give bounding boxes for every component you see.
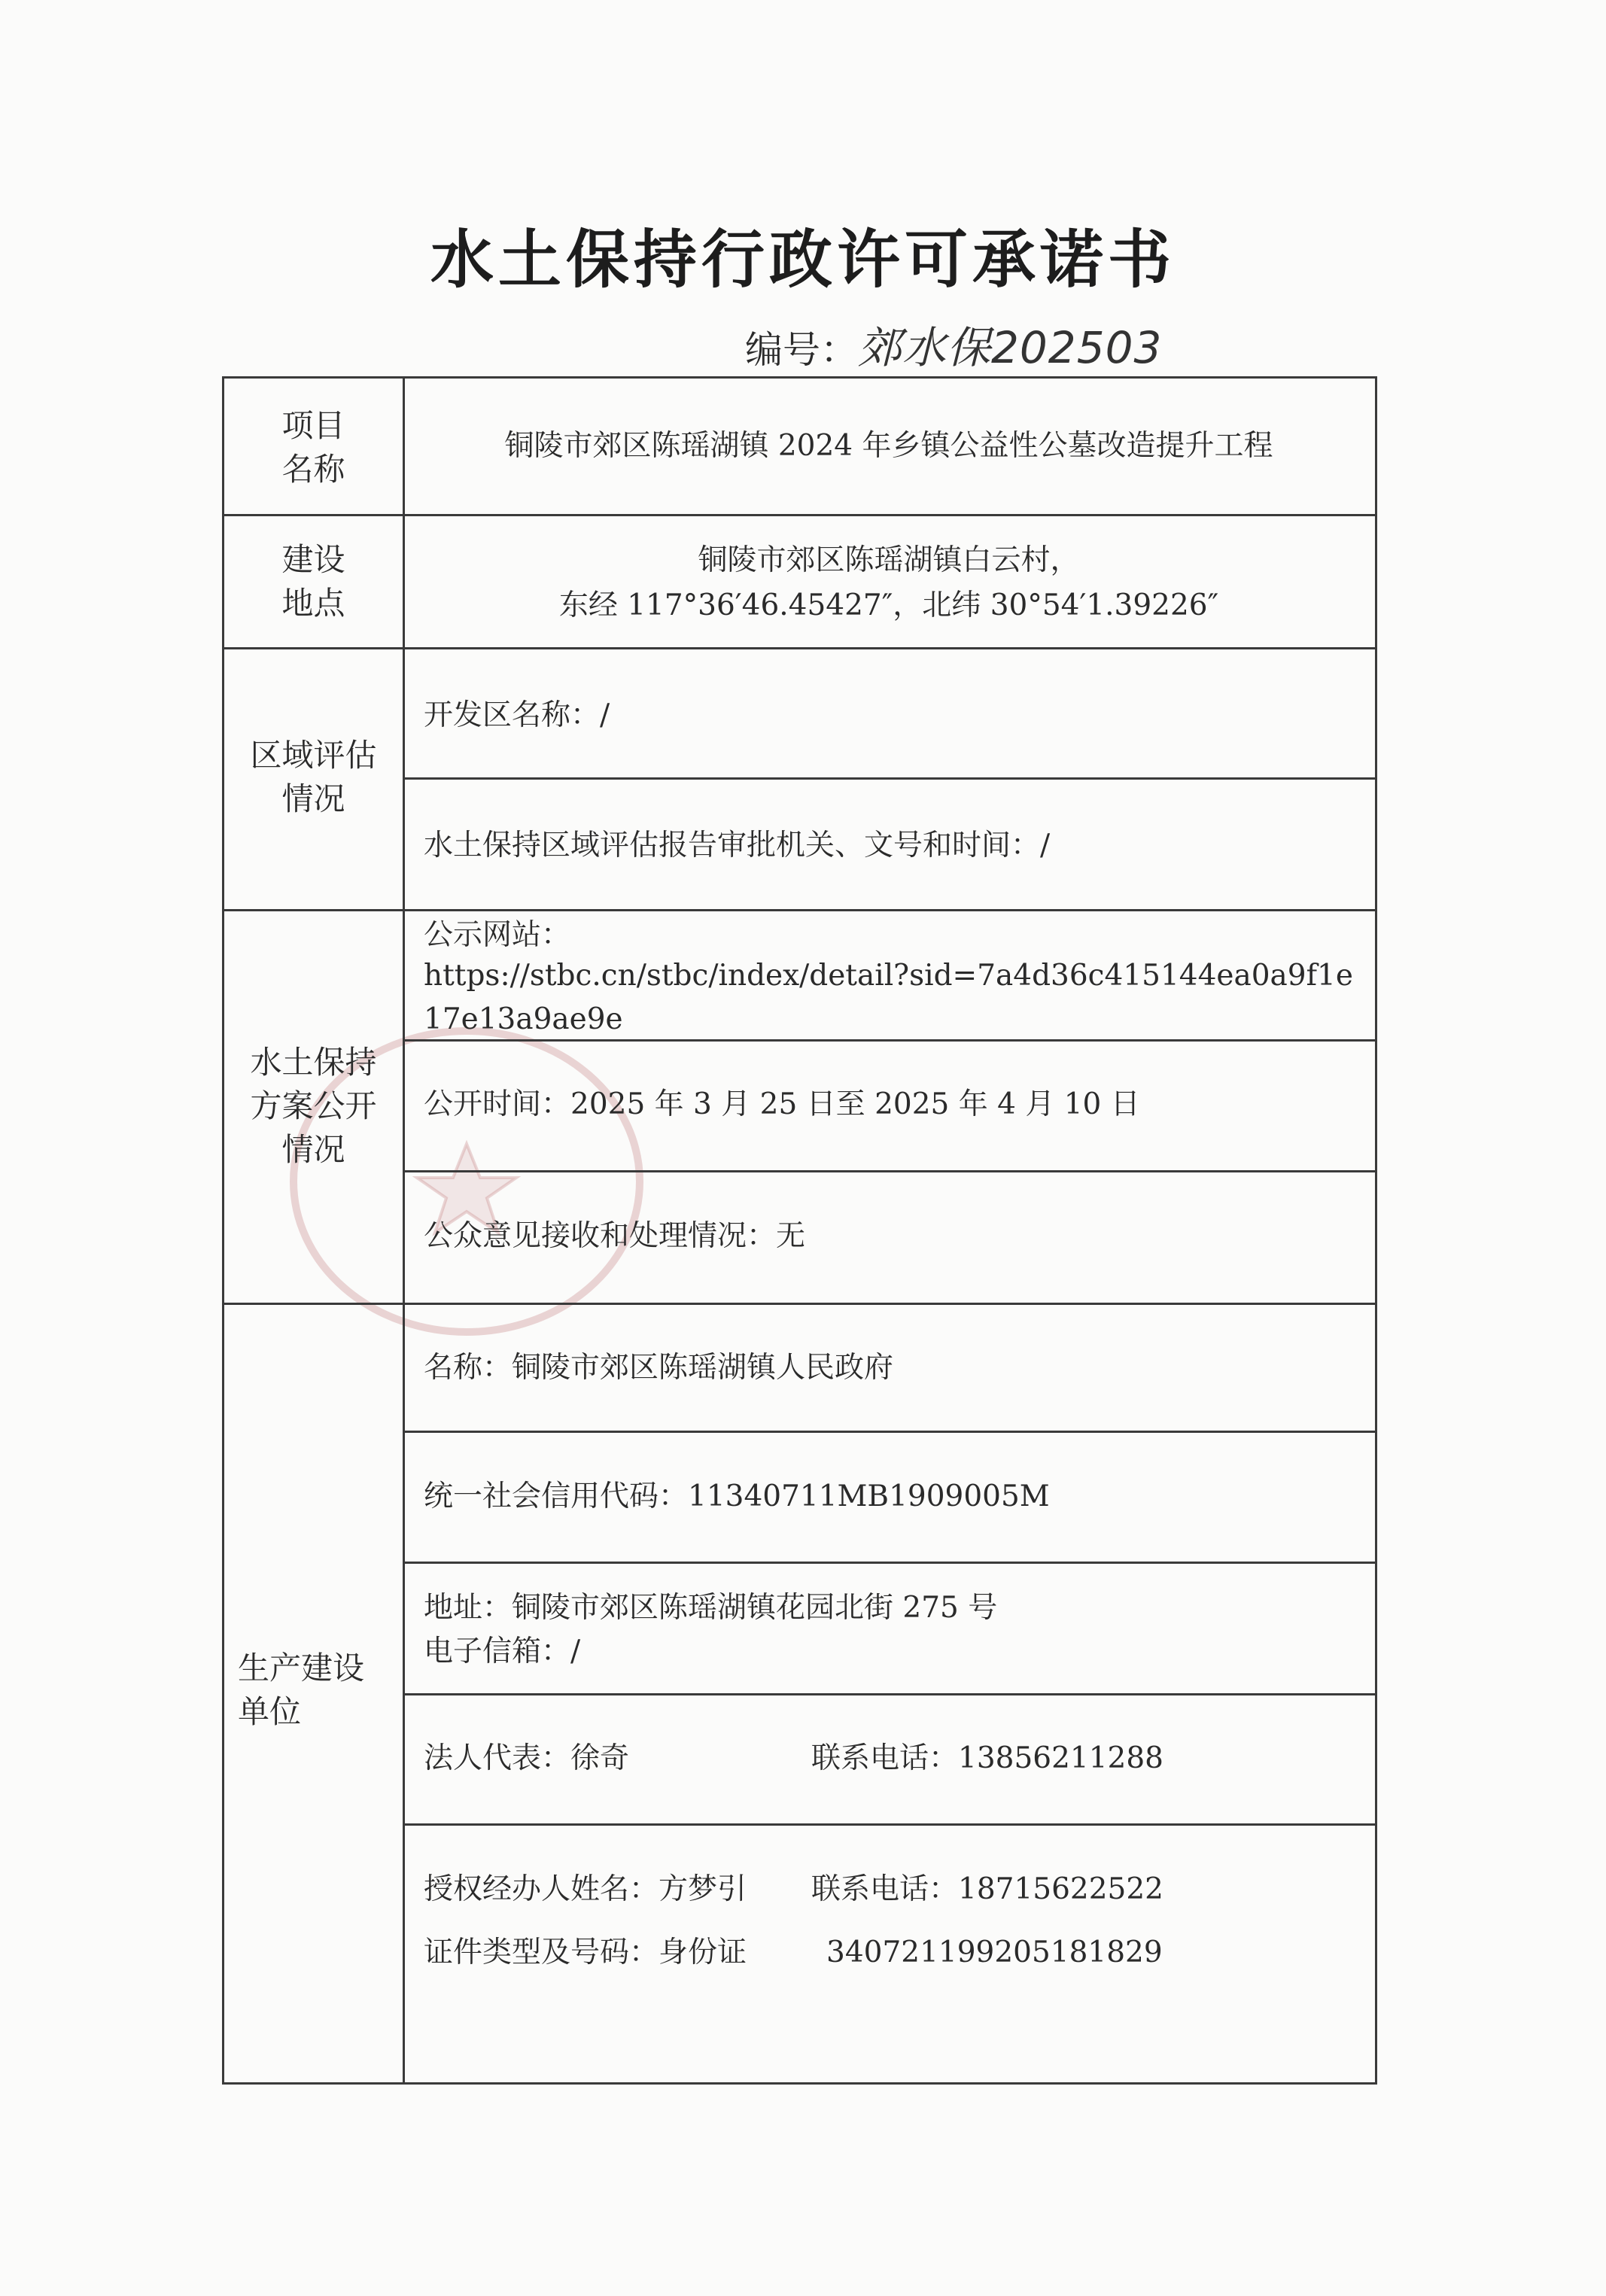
document-title: 水土保持行政许可承诺书 xyxy=(430,222,1176,297)
subrow-divider xyxy=(403,1431,1375,1433)
site-label: 建设 地点 xyxy=(281,541,345,622)
row-divider xyxy=(224,514,1375,516)
unit-email: 电子信箱：/ xyxy=(424,1635,581,1668)
site-address: 铜陵市郊区陈瑶湖镇白云村， xyxy=(698,543,1080,577)
row-divider xyxy=(224,1303,1375,1305)
column-divider xyxy=(403,379,405,2082)
project-name-value: 铜陵市郊区陈瑶湖镇 2024 年乡镇公益性公墓改造提升工程 xyxy=(504,429,1273,463)
unit-name: 名称：铜陵市郊区陈瑶湖镇人民政府 xyxy=(424,1351,894,1385)
site-coordinates: 东经 117°36′46.45427″，北纬 30°54′1.39226″ xyxy=(558,588,1219,622)
subrow-divider xyxy=(403,1562,1375,1564)
row-divider xyxy=(224,909,1375,911)
commitment-table xyxy=(222,376,1377,2085)
website-label: 公示网站： xyxy=(424,918,571,952)
regional-assessment-label: 区域评估 情况 xyxy=(250,737,377,817)
legal-representative: 法人代表：徐奇 xyxy=(424,1741,630,1775)
subrow-divider xyxy=(403,1693,1375,1695)
project-name-label: 项目 名称 xyxy=(281,407,345,488)
website-url: https://stbc.cn/stbc/index/detail?sid=7a4d36c415144ea0a9f1e17e13a9ae9e xyxy=(424,959,1353,1036)
dev-zone-name: 开发区名称：/ xyxy=(424,698,610,732)
construction-unit-label: 生产建设 单位 xyxy=(238,1650,365,1730)
subrow-divider xyxy=(403,1823,1375,1826)
disclosure-label: 水土保持 方案公开 情况 xyxy=(250,1044,377,1168)
authorized-agent: 授权经办人姓名：方梦引 xyxy=(424,1872,747,1906)
subrow-divider xyxy=(403,777,1375,780)
unit-address: 地址：铜陵市郊区陈瑶湖镇花园北街 275 号 xyxy=(424,1591,998,1625)
id-number: 340721199205181829 xyxy=(826,1936,1163,1969)
id-type: 证件类型及号码：身份证 xyxy=(424,1936,747,1969)
serial-number xyxy=(745,312,1162,376)
credit-code: 统一社会信用代码：11340711MB1909005M xyxy=(424,1479,1050,1513)
row-divider xyxy=(224,647,1375,649)
subrow-divider xyxy=(403,1170,1375,1172)
assessment-report-info: 水土保持区域评估报告审批机关、文号和时间：/ xyxy=(424,829,1051,862)
serial-value: 郊水保202503 xyxy=(858,322,1163,373)
disclosure-period: 公开时间：2025 年 3 月 25 日至 2025 年 4 月 10 日 xyxy=(424,1087,1140,1121)
legal-rep-phone: 联系电话：13856211288 xyxy=(811,1741,1163,1775)
serial-label: 编号： xyxy=(745,328,858,372)
public-feedback: 公众意见接收和处理情况：无 xyxy=(424,1219,806,1253)
agent-phone: 联系电话：18715622522 xyxy=(811,1872,1163,1906)
